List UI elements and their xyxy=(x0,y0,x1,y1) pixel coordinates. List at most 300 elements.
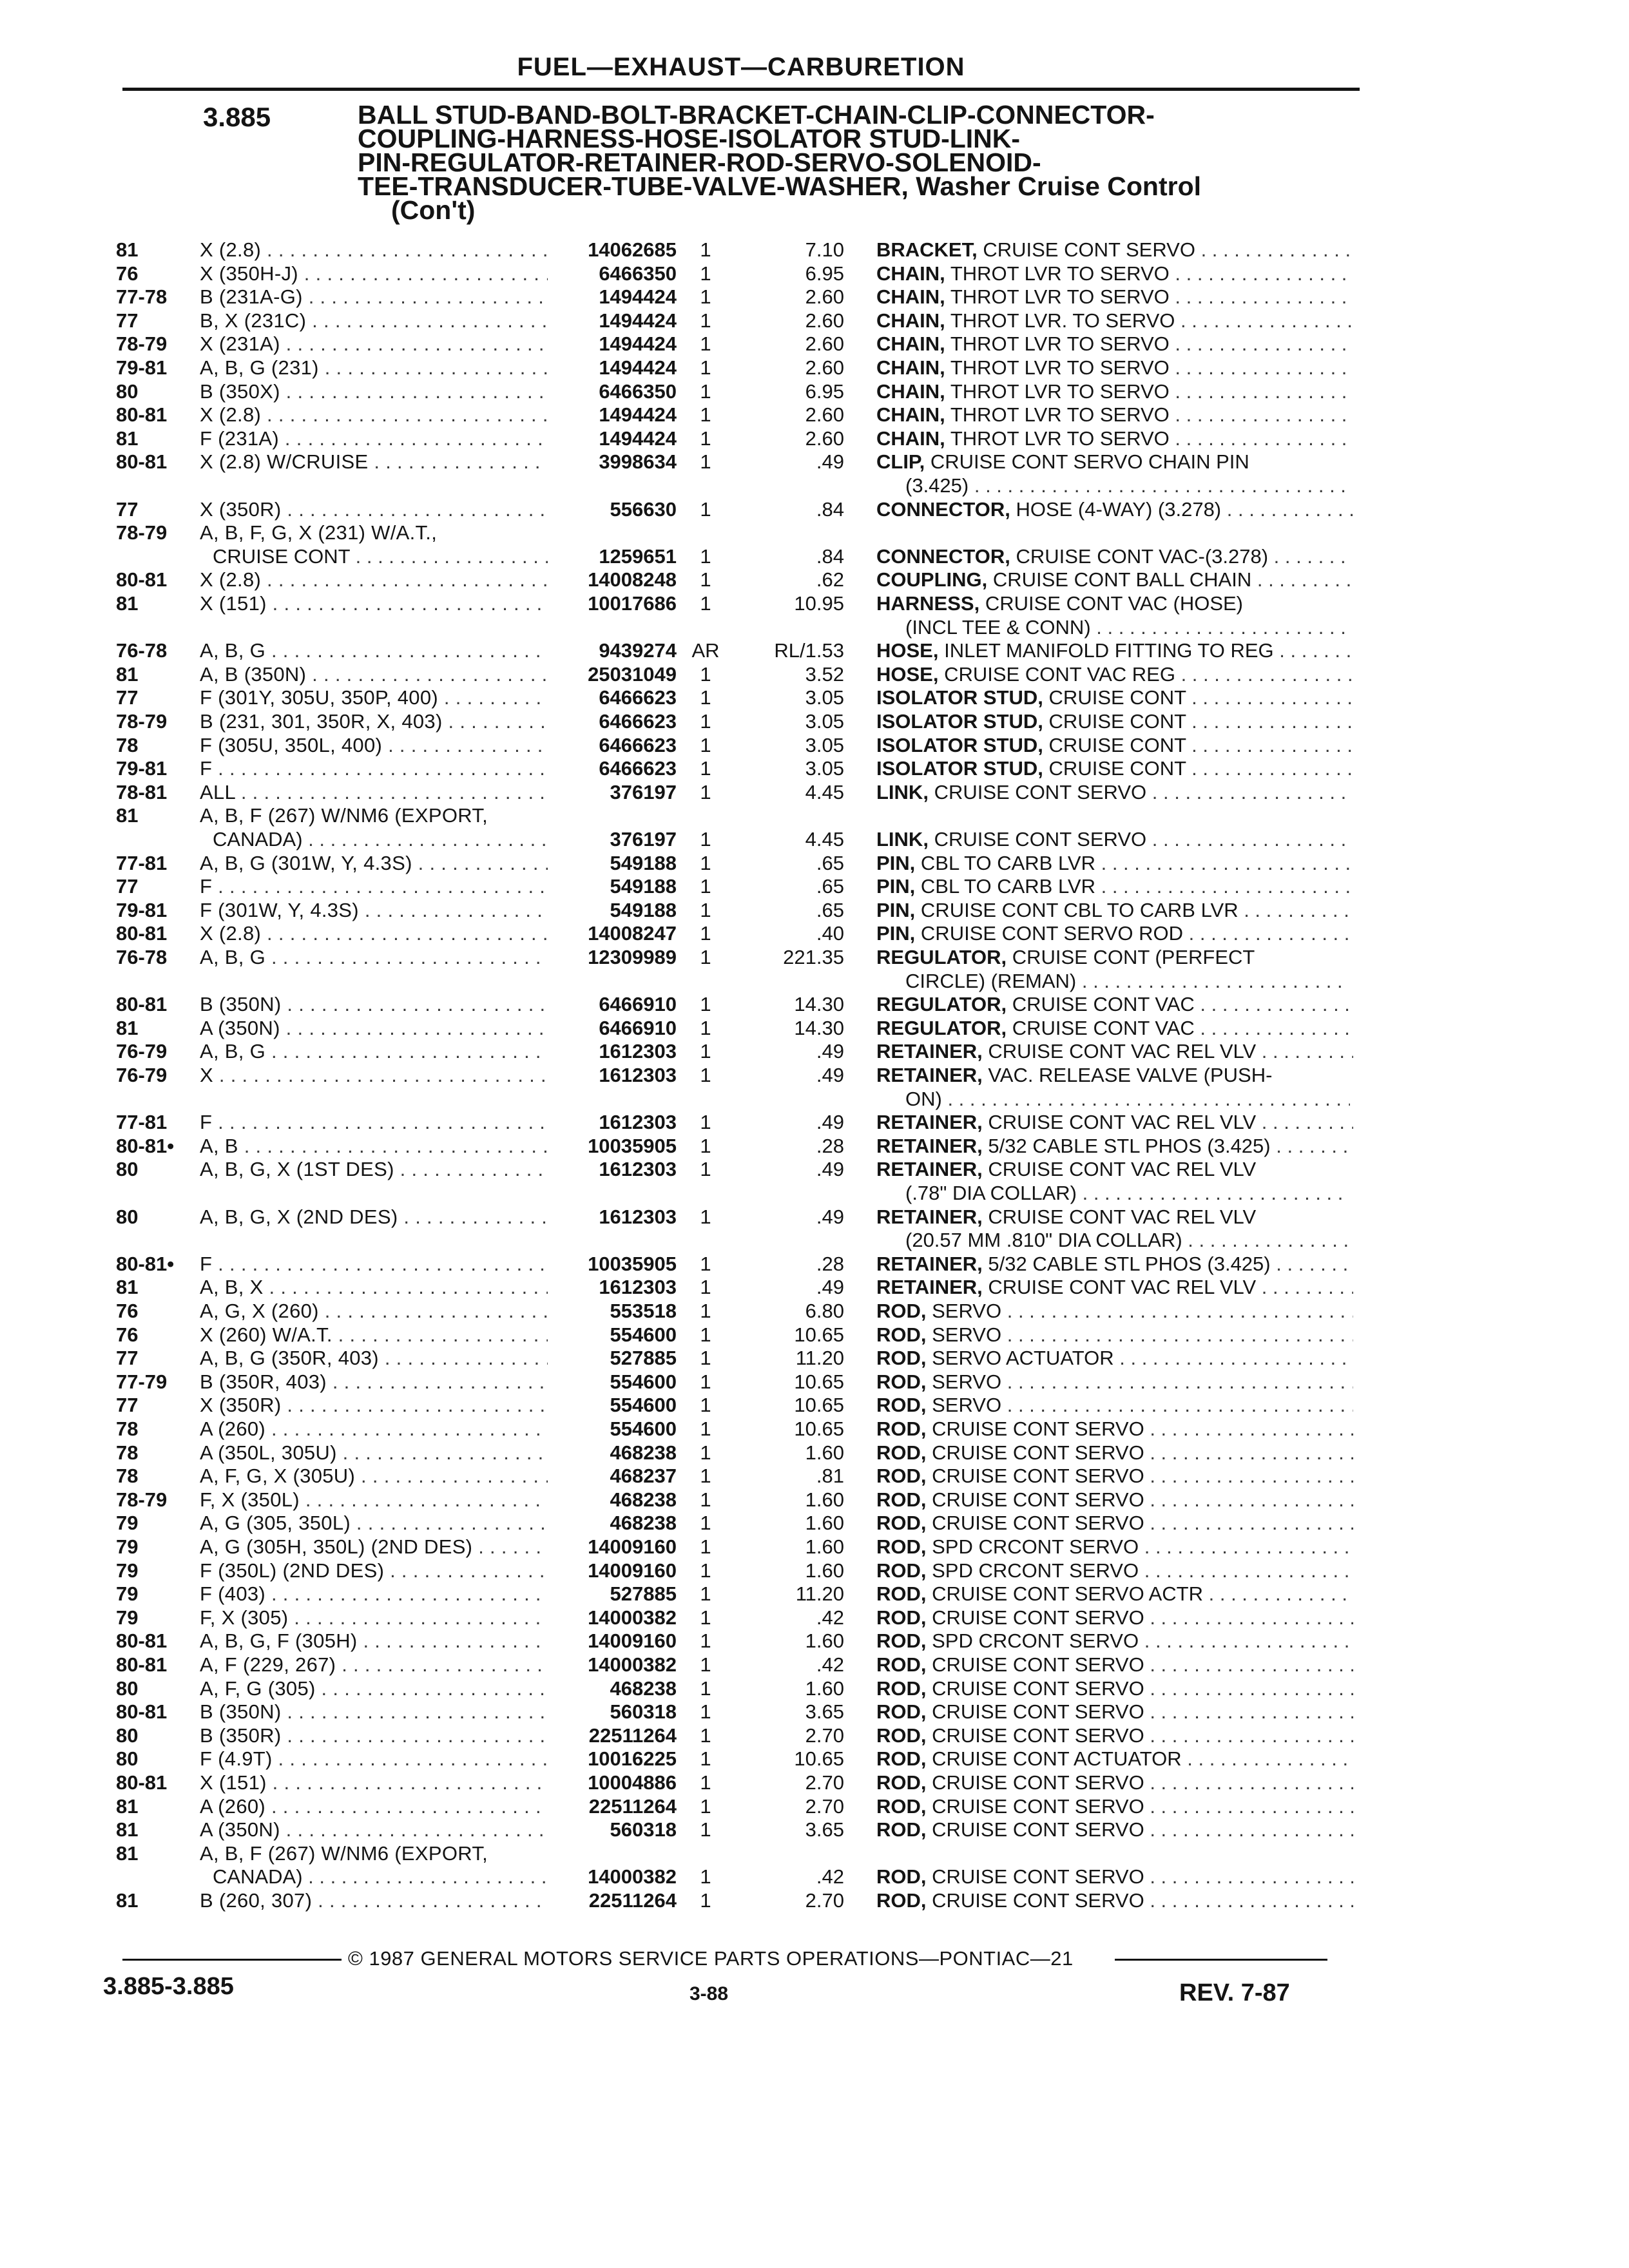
part-price: .28 xyxy=(816,1134,844,1157)
part-description xyxy=(876,1582,1353,1606)
part-description xyxy=(876,686,1353,709)
part-price: 2.70 xyxy=(805,1889,844,1912)
part-number: 527885 xyxy=(610,1582,677,1606)
part-price: .49 xyxy=(816,1205,844,1228)
part-row xyxy=(0,1370,1629,1394)
part-application: B (231A-G) . . . xyxy=(200,285,548,309)
part-price: .65 xyxy=(816,851,844,874)
part-quantity: 1 xyxy=(700,780,711,803)
part-description xyxy=(876,403,1353,427)
part-quantity: 1 xyxy=(700,710,711,733)
footer-rule-left xyxy=(122,1959,342,1961)
part-detail: SERVO xyxy=(932,1300,1002,1322)
part-description xyxy=(876,1418,1353,1441)
part-row xyxy=(0,1206,1629,1229)
part-year: 78-79 xyxy=(116,332,168,356)
part-description xyxy=(876,1512,1353,1535)
part-price: 2.70 xyxy=(805,1724,844,1747)
part-description xyxy=(876,238,1353,262)
part-quantity: 1 xyxy=(700,568,711,591)
part-price: 10.65 xyxy=(794,1418,844,1440)
part-detail: CRUISE CONT xyxy=(1048,757,1186,780)
footer-copyright: © 1987 GENERAL MOTORS SERVICE PARTS OPERATIONS—PONTIAC—21 xyxy=(348,1947,1074,1970)
part-number: 1494424 xyxy=(599,285,677,309)
part-description xyxy=(876,356,1353,380)
part-application: A (350N) . . . xyxy=(200,1818,548,1841)
part-application: A, B, F (267) W/NM6 (EXPORT, xyxy=(200,804,488,827)
part-description xyxy=(876,922,1353,945)
part-year: 80 xyxy=(116,1205,139,1228)
part-application: X (2.8) W/CRUISE . . . xyxy=(200,450,548,474)
section-title-line: BALL STUD-BAND-BOLT-BRACKET-CHAIN-CLIP-CONNECTOR- xyxy=(358,100,1155,130)
part-year: 76 xyxy=(116,262,139,285)
part-application: F (350L) (2ND DES) . . . xyxy=(200,1559,548,1582)
part-detail: CRUISE CONT VAC (HOSE) xyxy=(985,592,1243,615)
part-description xyxy=(876,1747,1353,1771)
part-application: F (305U, 350L, 400) . . . xyxy=(200,734,548,757)
part-application: A, G (305H, 350L) (2ND DES) . . . xyxy=(200,1535,548,1559)
part-description xyxy=(876,1488,1353,1512)
part-detail: 5/32 CABLE STL PHOS (3.425) xyxy=(988,1134,1271,1157)
part-price: 10.65 xyxy=(794,1370,844,1393)
part-row xyxy=(0,1653,1629,1677)
part-number: 10035905 xyxy=(588,1252,677,1275)
part-description xyxy=(876,592,1353,615)
part-name: RETAINER, xyxy=(876,1158,983,1181)
part-number: 560318 xyxy=(610,1700,677,1724)
part-name: ROD, xyxy=(876,1323,927,1346)
part-name: ROD, xyxy=(876,1700,927,1724)
part-description-continued: (20.57 MM .810" DIA COLLAR) . . . xyxy=(905,1229,1350,1252)
part-price: .28 xyxy=(816,1252,844,1275)
part-price: .49 xyxy=(816,1111,844,1134)
part-name: RETAINER, xyxy=(876,1205,983,1228)
part-price: 10.65 xyxy=(794,1394,844,1417)
part-name: CONNECTOR, xyxy=(876,544,1010,568)
part-quantity: 1 xyxy=(700,662,711,686)
part-quantity: 1 xyxy=(700,262,711,285)
part-number: 10004886 xyxy=(588,1771,677,1794)
part-number: 6466350 xyxy=(599,380,677,403)
part-price: .81 xyxy=(816,1465,844,1488)
part-year: 79-81 xyxy=(116,757,168,780)
part-price: 4.45 xyxy=(805,828,844,850)
part-detail: THROT LVR TO SERVO xyxy=(950,332,1170,356)
part-description xyxy=(876,1889,1353,1912)
part-application: A, F (229, 267) . . . xyxy=(200,1653,548,1677)
part-detail: CRUISE CONT SERVO xyxy=(932,1677,1144,1700)
part-quantity: 1 xyxy=(700,851,711,874)
part-quantity: 1 xyxy=(700,592,711,615)
part-name: ROD, xyxy=(876,1606,927,1629)
part-application: F (4.9T) . . . xyxy=(200,1747,548,1771)
part-description xyxy=(876,852,1353,875)
part-name: PIN, xyxy=(876,898,916,921)
part-application: A, G (305, 350L) . . . xyxy=(200,1512,548,1535)
part-price: .49 xyxy=(816,1040,844,1063)
part-name: ROD, xyxy=(876,1347,927,1370)
part-quantity: 1 xyxy=(700,356,711,379)
part-row xyxy=(0,545,1629,568)
part-detail: CRUISE CONT SERVO xyxy=(932,1889,1144,1912)
part-price: 1.60 xyxy=(805,1629,844,1653)
part-detail: VAC. RELEASE VALVE (PUSH- xyxy=(988,1064,1273,1086)
part-quantity: 1 xyxy=(700,922,711,945)
part-description xyxy=(876,380,1353,403)
part-year: 76-78 xyxy=(116,639,168,662)
part-number: 6466910 xyxy=(599,993,677,1016)
part-number: 1612303 xyxy=(599,1205,677,1228)
part-detail: THROT LVR TO SERVO xyxy=(950,403,1170,427)
part-detail: SERVO ACTUATOR xyxy=(932,1347,1114,1370)
part-application-continued: CRUISE CONT . . . xyxy=(213,545,548,568)
part-price: .49 xyxy=(816,450,844,474)
part-detail: CRUISE CONT SERVO xyxy=(932,1653,1144,1676)
part-year: 80-81 xyxy=(116,1771,168,1794)
part-application: X (350H-J) . . . xyxy=(200,262,548,285)
part-year: 78 xyxy=(116,1441,139,1464)
part-name: ISOLATOR STUD, xyxy=(876,733,1043,756)
part-row xyxy=(0,1040,1629,1063)
part-description xyxy=(876,1677,1353,1700)
part-number: 25031049 xyxy=(588,662,677,686)
part-price: 10.95 xyxy=(794,592,844,615)
part-year: 81 xyxy=(116,1889,139,1912)
part-number: 14008247 xyxy=(588,922,677,945)
part-year: 77-81 xyxy=(116,1111,168,1134)
part-row xyxy=(0,993,1629,1016)
part-year: 77-78 xyxy=(116,285,168,309)
part-name: ROD, xyxy=(876,1724,927,1747)
footer-rule-right xyxy=(1115,1959,1327,1961)
part-description-continued: (3.425) . . . xyxy=(905,474,1350,497)
part-row-continuation xyxy=(0,804,1629,827)
part-row xyxy=(0,592,1629,615)
part-number: 14000382 xyxy=(588,1865,677,1888)
part-row xyxy=(0,1865,1629,1888)
part-description xyxy=(876,1370,1353,1394)
part-year: 77 xyxy=(116,309,139,332)
part-row xyxy=(0,875,1629,898)
part-number: 554600 xyxy=(610,1323,677,1346)
part-detail: CRUISE CONT SERVO xyxy=(932,1865,1144,1888)
part-name: ROD, xyxy=(876,1300,927,1322)
part-number: 6466623 xyxy=(599,710,677,733)
part-year: 80-81• xyxy=(116,1134,175,1157)
part-price: .62 xyxy=(816,568,844,591)
part-year: 76-78 xyxy=(116,946,168,968)
part-name: REGULATOR, xyxy=(876,993,1007,1016)
part-name: RETAINER, xyxy=(876,1040,983,1063)
part-quantity: 1 xyxy=(700,1300,711,1322)
part-description xyxy=(876,1606,1353,1629)
part-detail: CRUISE CONT SERVO xyxy=(983,238,1195,261)
part-row xyxy=(0,332,1629,356)
part-number: 6466350 xyxy=(599,262,677,285)
part-detail: CRUISE CONT VAC REL VLV xyxy=(988,1276,1257,1299)
part-application: F . . . xyxy=(200,1111,548,1134)
part-number: 14000382 xyxy=(588,1653,677,1676)
part-application: A, B, G . . . xyxy=(200,1040,548,1063)
part-description xyxy=(876,1253,1353,1276)
part-year: 78 xyxy=(116,733,139,756)
part-detail: CRUISE CONT SERVO xyxy=(932,1441,1144,1464)
part-number: 14008248 xyxy=(588,568,677,591)
part-application: A, B, G (301W, Y, 4.3S) . . . xyxy=(200,852,548,875)
part-quantity: 1 xyxy=(700,1771,711,1794)
part-name: ROD, xyxy=(876,1582,927,1606)
part-year: 80-81• xyxy=(116,1252,175,1275)
part-number: 554600 xyxy=(610,1418,677,1440)
part-quantity: 1 xyxy=(700,309,711,332)
part-year: 81 xyxy=(116,1794,139,1818)
part-year: 79 xyxy=(116,1559,139,1582)
part-description xyxy=(876,1559,1353,1582)
part-description xyxy=(876,663,1353,686)
part-number: 3998634 xyxy=(599,450,677,474)
part-detail: SPD CRCONT SERVO xyxy=(932,1629,1139,1653)
part-year: 77 xyxy=(116,1394,139,1417)
part-quantity: 1 xyxy=(700,1535,711,1558)
part-description xyxy=(876,309,1353,332)
part-year: 78 xyxy=(116,1465,139,1488)
part-name: ROD, xyxy=(876,1794,927,1818)
part-row xyxy=(0,1276,1629,1299)
part-name: CLIP, xyxy=(876,450,925,474)
part-detail: 5/32 CABLE STL PHOS (3.425) xyxy=(988,1252,1271,1275)
part-price: .49 xyxy=(816,1158,844,1181)
part-number: 14062685 xyxy=(588,238,677,261)
part-quantity: 1 xyxy=(700,1488,711,1511)
part-number: 22511264 xyxy=(588,1889,677,1912)
part-year: 80-81 xyxy=(116,403,168,427)
part-number: 1494424 xyxy=(599,309,677,332)
part-description xyxy=(876,1700,1353,1724)
part-price: 6.80 xyxy=(805,1300,844,1322)
part-number: 376197 xyxy=(610,828,677,850)
part-row xyxy=(0,498,1629,521)
part-name: PIN, xyxy=(876,922,916,945)
part-year: 81 xyxy=(116,1016,139,1039)
part-detail: CRUISE CONT SERVO xyxy=(932,1488,1144,1511)
part-row xyxy=(0,1535,1629,1559)
part-detail: CRUISE CONT SERVO CHAIN PIN xyxy=(930,450,1249,474)
part-row xyxy=(0,1700,1629,1724)
part-year: 78-81 xyxy=(116,780,168,803)
part-application: F (301W, Y, 4.3S) . . . xyxy=(200,899,548,922)
part-quantity: 1 xyxy=(700,497,711,521)
part-year: 81 xyxy=(116,662,139,686)
part-name: HARNESS, xyxy=(876,592,980,615)
part-application: X (2.8) . . . xyxy=(200,568,548,591)
part-row xyxy=(0,1677,1629,1700)
part-year: 81 xyxy=(116,238,139,261)
part-price: .40 xyxy=(816,922,844,945)
part-quantity: 1 xyxy=(700,993,711,1016)
part-quantity: 1 xyxy=(700,1724,711,1747)
part-price: 3.05 xyxy=(805,757,844,780)
part-price: 1.60 xyxy=(805,1559,844,1582)
part-price: 2.60 xyxy=(805,356,844,379)
part-application: F (403) . . . xyxy=(200,1582,548,1606)
part-row xyxy=(0,1323,1629,1347)
part-application: A, B, G (350R, 403) . . . xyxy=(200,1347,548,1370)
part-quantity: 1 xyxy=(700,1418,711,1440)
part-description xyxy=(876,1206,1353,1229)
part-quantity: 1 xyxy=(700,238,711,261)
part-year: 80 xyxy=(116,1747,139,1771)
part-description xyxy=(876,545,1353,568)
part-year: 76-79 xyxy=(116,1064,168,1086)
part-name: ROD, xyxy=(876,1418,927,1440)
part-number: 549188 xyxy=(610,875,677,898)
part-detail: SERVO xyxy=(932,1370,1002,1393)
part-detail: THROT LVR TO SERVO xyxy=(950,380,1170,403)
part-description xyxy=(876,1276,1353,1299)
part-year: 81 xyxy=(116,1818,139,1841)
part-number: 1494424 xyxy=(599,356,677,379)
part-row-continuation xyxy=(0,616,1629,639)
part-name: CHAIN, xyxy=(876,262,945,285)
part-quantity: 1 xyxy=(700,403,711,427)
part-price: .42 xyxy=(816,1606,844,1629)
part-price: 3.05 xyxy=(805,710,844,733)
part-name: ROD, xyxy=(876,1747,927,1771)
part-quantity: 1 xyxy=(700,1512,711,1535)
part-row xyxy=(0,1253,1629,1276)
part-quantity: 1 xyxy=(700,898,711,921)
part-year: 76-79 xyxy=(116,1040,168,1063)
part-detail: CRUISE CONT VAC-(3.278) xyxy=(1016,544,1269,568)
part-quantity: 1 xyxy=(700,757,711,780)
part-row xyxy=(0,686,1629,709)
part-number: 554600 xyxy=(610,1394,677,1417)
part-number: 468238 xyxy=(610,1488,677,1511)
part-price: 1.60 xyxy=(805,1488,844,1511)
part-description xyxy=(876,710,1353,733)
part-year: 81 xyxy=(116,1276,139,1299)
part-application: A, B (350N) . . . xyxy=(200,663,548,686)
part-price: 11.20 xyxy=(795,1582,844,1606)
part-detail: THROT LVR TO SERVO xyxy=(950,285,1170,309)
part-price: 4.45 xyxy=(805,780,844,803)
part-quantity: 1 xyxy=(700,1016,711,1039)
part-description xyxy=(876,1300,1353,1323)
part-name: ROD, xyxy=(876,1488,927,1511)
part-year: 79 xyxy=(116,1512,139,1535)
part-quantity: 1 xyxy=(700,1134,711,1157)
part-description xyxy=(876,1064,1353,1087)
part-application: A (260) . . . xyxy=(200,1795,548,1818)
part-quantity: 1 xyxy=(700,1629,711,1653)
part-price: .84 xyxy=(816,544,844,568)
part-application: X . . . xyxy=(200,1064,548,1087)
part-year: 80-81 xyxy=(116,1700,168,1724)
part-detail: CRUISE CONT VAC REL VLV xyxy=(988,1111,1257,1134)
part-name: CHAIN, xyxy=(876,309,945,332)
part-name: LINK, xyxy=(876,828,929,850)
part-price: .49 xyxy=(816,1276,844,1299)
part-row xyxy=(0,922,1629,945)
part-application: F (231A) . . . xyxy=(200,427,548,450)
part-number: 14000382 xyxy=(588,1606,677,1629)
part-name: CHAIN, xyxy=(876,332,945,356)
part-name: ROD, xyxy=(876,1394,927,1417)
part-year: 78-79 xyxy=(116,710,168,733)
part-quantity: 1 xyxy=(700,1606,711,1629)
part-detail: CRUISE CONT SERVO xyxy=(932,1700,1144,1724)
part-quantity: 1 xyxy=(700,285,711,309)
part-year: 78-79 xyxy=(116,1488,168,1511)
part-application: X (151) . . . xyxy=(200,1771,548,1794)
part-year: 77 xyxy=(116,497,139,521)
part-row xyxy=(0,946,1629,969)
part-name: CHAIN, xyxy=(876,356,945,379)
part-name: ISOLATOR STUD, xyxy=(876,757,1043,780)
part-quantity: 1 xyxy=(700,1347,711,1370)
part-quantity: 1 xyxy=(700,1064,711,1086)
part-detail: CRUISE CONT xyxy=(1048,710,1186,733)
part-year: 79-81 xyxy=(116,898,168,921)
part-row xyxy=(0,1418,1629,1441)
part-row xyxy=(0,238,1629,262)
part-price: 221.35 xyxy=(783,946,844,968)
part-detail: THROT LVR TO SERVO xyxy=(950,427,1170,450)
part-number: 1612303 xyxy=(599,1064,677,1086)
part-number: 12309989 xyxy=(588,946,677,968)
part-quantity: 1 xyxy=(700,1818,711,1841)
part-year: 79-81 xyxy=(116,356,168,379)
part-price: 6.95 xyxy=(805,262,844,285)
part-row xyxy=(0,1064,1629,1087)
part-row xyxy=(0,1017,1629,1040)
part-price: 6.95 xyxy=(805,380,844,403)
part-quantity: 1 xyxy=(700,828,711,850)
part-number: 1494424 xyxy=(599,403,677,427)
part-detail: THROT LVR TO SERVO xyxy=(950,262,1170,285)
part-description xyxy=(876,332,1353,356)
part-application: A, B, F (267) W/NM6 (EXPORT, xyxy=(200,1841,488,1865)
part-name: ROD, xyxy=(876,1865,927,1888)
part-application: A, B, X . . . xyxy=(200,1276,548,1299)
part-price: 2.70 xyxy=(805,1771,844,1794)
part-price: .42 xyxy=(816,1865,844,1888)
part-quantity: 1 xyxy=(700,1865,711,1888)
part-row xyxy=(0,639,1629,662)
part-price: 3.05 xyxy=(805,686,844,709)
part-price: 2.60 xyxy=(805,285,844,309)
part-detail: CRUISE CONT SERVO xyxy=(932,1794,1144,1818)
part-application: X (2.8) . . . xyxy=(200,403,548,427)
part-row xyxy=(0,1394,1629,1417)
part-quantity: 1 xyxy=(700,946,711,968)
part-detail: CRUISE CONT SERVO xyxy=(932,1512,1144,1535)
part-quantity: 1 xyxy=(700,1394,711,1417)
part-detail: CRUISE CONT SERVO xyxy=(934,828,1147,850)
part-number: 1259651 xyxy=(599,544,677,568)
part-detail: INLET MANIFOLD FITTING TO REG xyxy=(944,639,1274,662)
part-price: .65 xyxy=(816,898,844,921)
part-number: 1612303 xyxy=(599,1158,677,1181)
part-row xyxy=(0,1606,1629,1629)
part-quantity: 1 xyxy=(700,686,711,709)
part-description xyxy=(876,262,1353,285)
part-price: 14.30 xyxy=(794,993,844,1016)
part-application: A, F, G (305) . . . xyxy=(200,1677,548,1700)
part-description xyxy=(876,875,1353,898)
part-detail: SERVO xyxy=(932,1394,1002,1417)
part-application: F (301Y, 305U, 350P, 400) . . . xyxy=(200,686,548,709)
